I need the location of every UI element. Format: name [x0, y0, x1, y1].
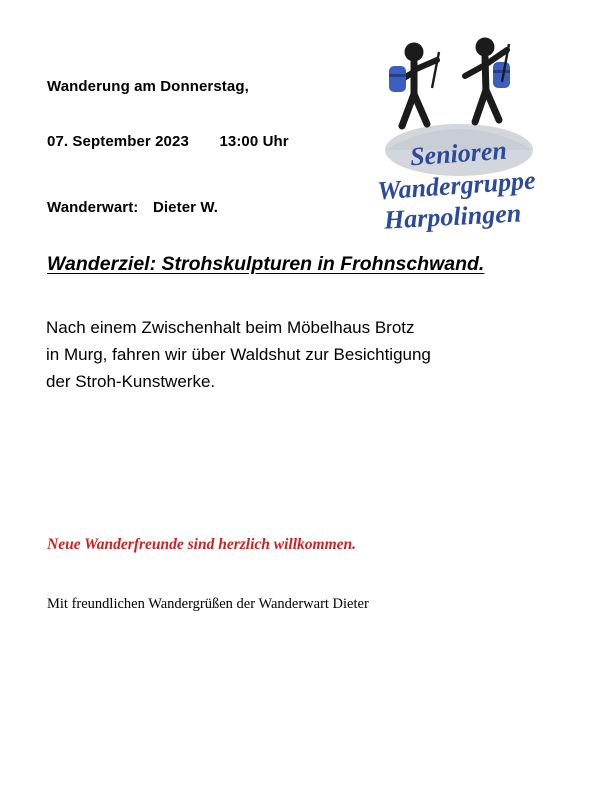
logo-line-1: Senioren [409, 135, 508, 172]
hike-date: 07. September 2023 [47, 133, 189, 150]
hike-date-time-line [47, 133, 289, 150]
description-line-2: in Murg, fahren wir über Waldshut zur Besichtigung [46, 345, 431, 364]
description-line-3: der Stroh-Kunstwerke. [46, 372, 216, 391]
logo-line-2: Wandergruppe [376, 165, 537, 206]
welcome-note: Neue Wanderfreunde sind herzlich willkommen. [47, 536, 357, 553]
hike-leader-name: Dieter W. [152, 199, 219, 216]
hiker-left-figure [389, 43, 439, 127]
hike-leader-line [47, 199, 218, 216]
hike-description [46, 314, 526, 395]
hike-time: 13:00 Uhr [219, 133, 289, 150]
signoff-line: Mit freundlichen Wandergrüßen der Wanderwart Dieter [47, 596, 369, 612]
hike-day-heading: Wanderung am Donnerstag, [47, 78, 249, 95]
hike-destination-heading: Wanderziel: Strohskulpturen in Frohnschwand. [47, 253, 485, 275]
wandergruppe-logo [369, 22, 549, 237]
hiker-right-figure [465, 38, 510, 123]
hike-leader-label: Wanderwart: [47, 199, 139, 216]
logo-line-3: Harpolingen [383, 198, 522, 235]
description-line-1: Nach einem Zwischenhalt beim Möbelhaus Brotz [46, 318, 415, 337]
